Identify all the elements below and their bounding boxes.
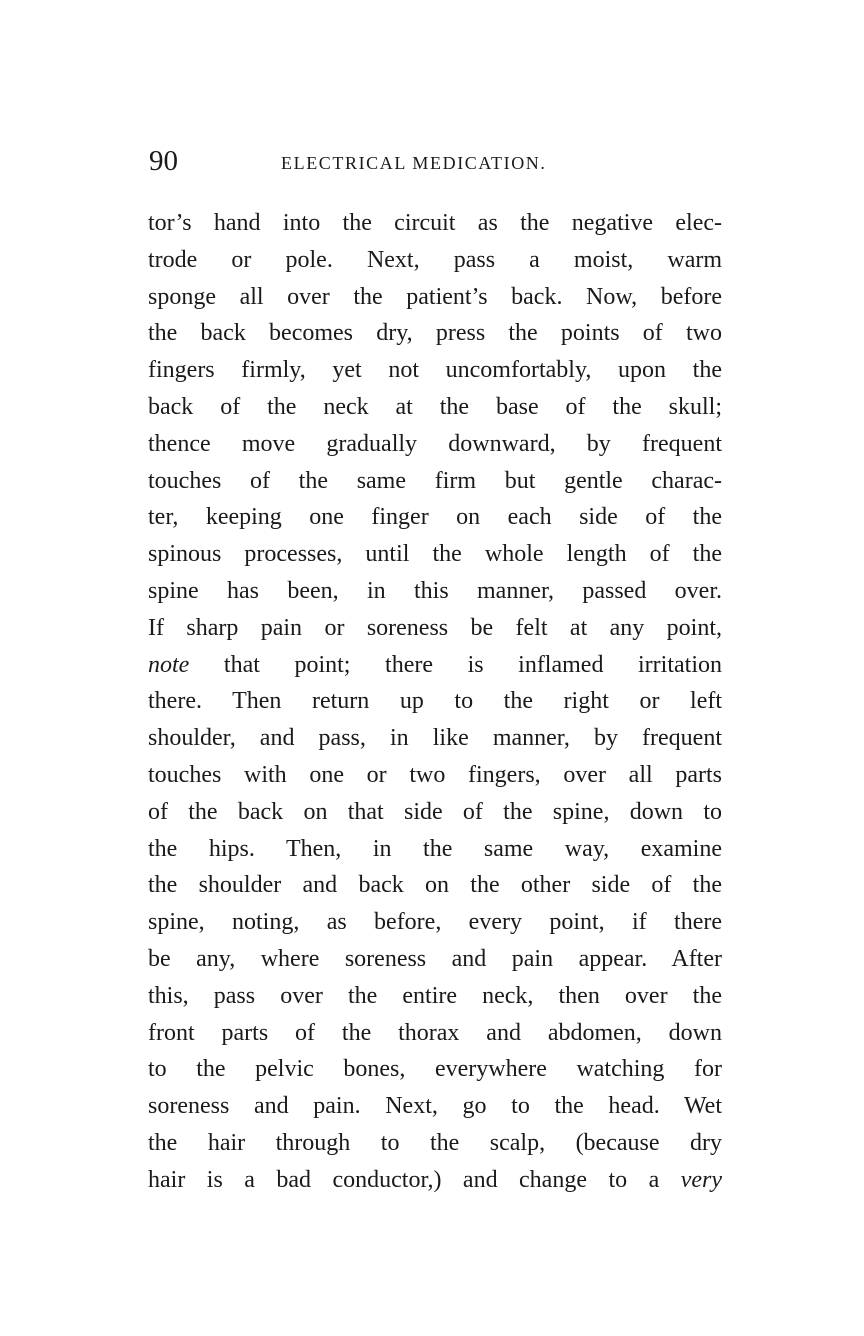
text-line: If sharp pain or soreness be felt at any point, — [148, 614, 722, 641]
text-line: shoulder, and pass, in like manner, by frequent — [148, 725, 722, 752]
text-line: thence move gradually downward, by frequent — [148, 430, 722, 457]
text-line: the back becomes dry, press the points of two — [148, 320, 722, 347]
text-line: ter, keeping one finger on each side of the — [148, 504, 722, 531]
text-line: spinous processes, until the whole length of the — [148, 541, 722, 568]
italic-word: very — [680, 1166, 722, 1193]
text-line: tor’s hand into the circuit as the negative elec- — [148, 210, 722, 236]
text-line: hair is a bad conductor,) and change to a very — [148, 1166, 722, 1193]
running-head — [147, 143, 725, 179]
text-line: the shoulder and back on the other side of the — [148, 872, 722, 899]
text-line: fingers firmly, yet not uncomfortably, upon the — [148, 357, 722, 384]
body-text — [148, 205, 722, 1199]
text-line: spine, noting, as before, every point, if there — [148, 909, 722, 936]
running-title: ELECTRICAL MEDICATION. — [281, 153, 547, 173]
italic-word: note — [148, 651, 190, 678]
text-line: front parts of the thorax and abdomen, down — [148, 1019, 722, 1046]
page-number: 90 — [149, 145, 178, 177]
text-line: there. Then return up to the right or left — [148, 688, 722, 715]
text-line: to the pelvic bones, everywhere watching for — [148, 1056, 722, 1083]
text-line: note that point; there is inflamed irritation — [148, 651, 722, 678]
text-line: the hips. Then, in the same way, examine — [148, 835, 722, 862]
text-line: this, pass over the entire neck, then over the — [148, 982, 722, 1009]
text-line: the hair through to the scalp, (because dry — [148, 1129, 722, 1156]
text-line: sponge all over the patient’s back. Now, before — [148, 283, 722, 310]
text-line: spine has been, in this manner, passed over. — [148, 577, 722, 604]
text-line: soreness and pain. Next, go to the head. Wet — [148, 1093, 722, 1120]
text-line: back of the neck at the base of the skull; — [148, 393, 722, 420]
text-line: touches with one or two fingers, over all parts — [148, 761, 722, 788]
text-line: be any, where soreness and pain appear. After — [148, 945, 722, 972]
text-line: of the back on that side of the spine, down to — [148, 798, 722, 825]
text-line: trode or pole. Next, pass a moist, warm — [148, 246, 722, 273]
text-line: touches of the same firm but gentle charac- — [148, 467, 722, 494]
